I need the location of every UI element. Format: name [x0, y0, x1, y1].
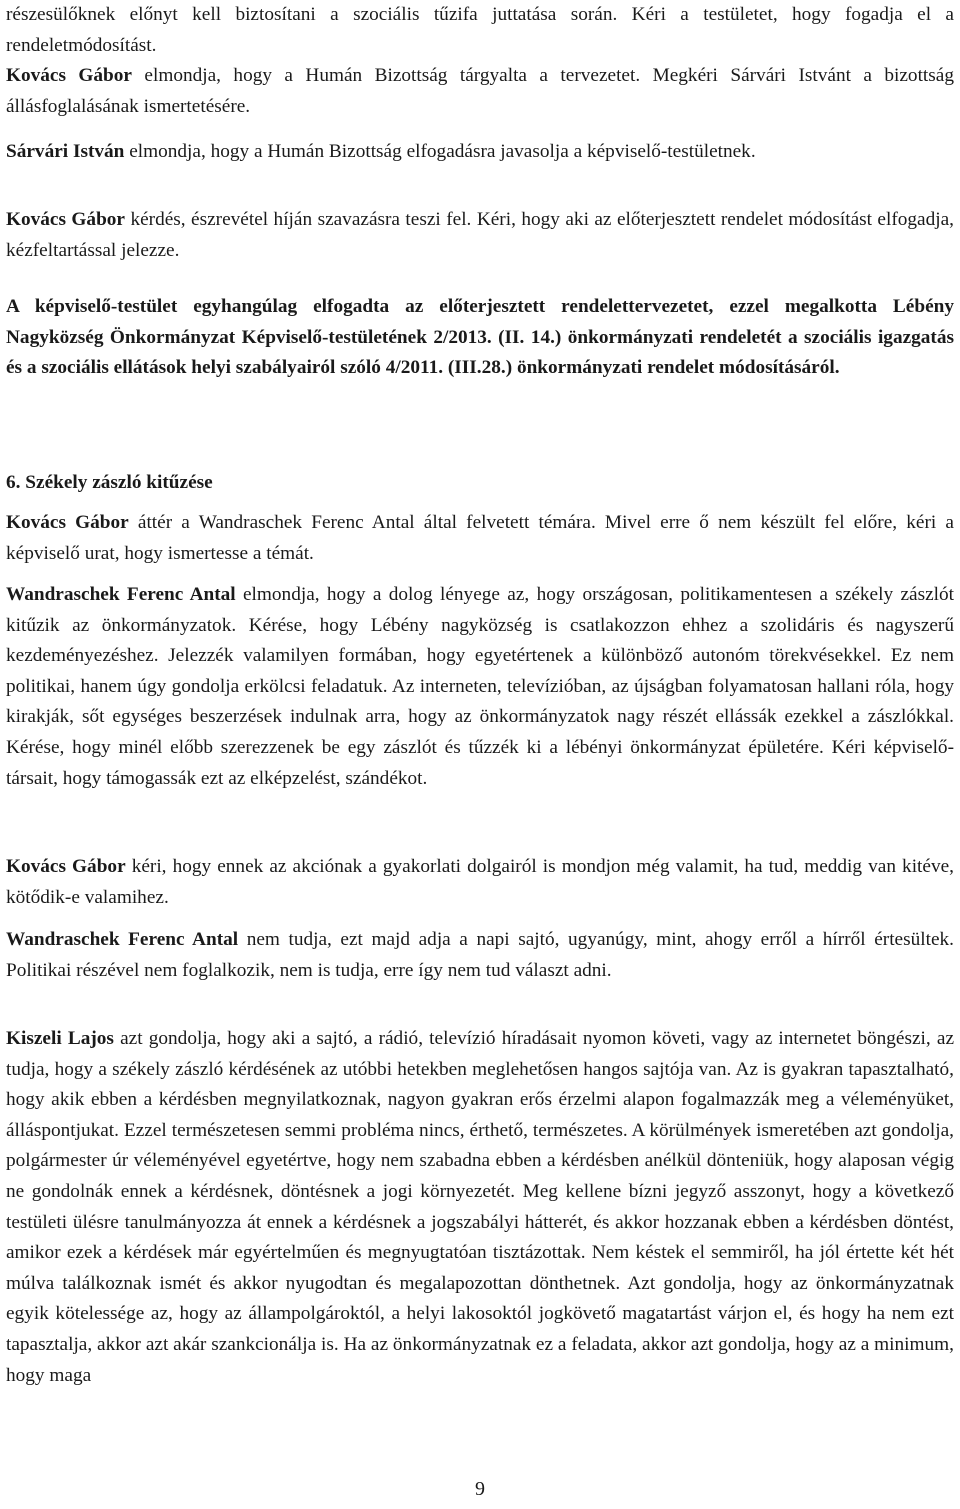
- speaker-name: Kovács Gábor: [6, 65, 132, 86]
- speaker-name: Kovács Gábor: [6, 856, 126, 877]
- speaker-name: Kovács Gábor: [6, 209, 125, 230]
- paragraph-text: elmondja, hogy a Humán Bizottság tárgyalta a tervezetet. Megkéri Sárvári Istvánt a bizottság állásfoglalásának ismertetésére.: [6, 65, 954, 117]
- paragraph-text: áttér a Wandraschek Ferenc Antal által felvetett témára. Mivel erre ő nem készült fel előre, kéri a képviselő urat, hogy ismertesse a témát.: [6, 512, 954, 564]
- paragraph-wandraschek-2: [6, 925, 954, 986]
- paragraph-kovacs-1: [6, 61, 954, 122]
- paragraph-text: nem tudja, ezt majd adja a napi sajtó, ugyanúgy, mint, ahogy erről a hírről értesültek. Politikai részével nem foglalkozik, nem is tudja, erre így nem tud választ adni.: [6, 929, 954, 981]
- speaker-name: Kovács Gábor: [6, 512, 129, 533]
- paragraph-text: azt gondolja, hogy aki a sajtó, a rádió, televízió híradásait nyomon követi, vagy az internetet böngészi, az tudja, hogy a székely zászló kérdésének az utóbbi hetekben meglehetősen hangos sajtója van. Az is gyakran tapasztalható, hogy akik ebben a kérdésben megnyilatkoznak, nagyon gyakran erős érzelmi alapon fogalmazzák meg a véleményüket, álláspontjukat. Ezzel természetesen semmi probléma nincs, érthető, természetes. A körülmények ismeretében azt gondolja, polgármester úr véleményével egyetértve, hogy nem szabadna ebben a kérdésben anélkül dönteniük, hogy alaposan végig ne gondolnák ennek a kérdésnek, döntésnek a jogi környezetét. Meg kellene bízni jegyző asszonyt, hogy a következő testületi ülésre tanulmányozza át ennek a kérdésnek a jogszabályi hátterét, és akkor hozzanak ebben a kérdésben döntést, amikor ezek a kérdések már egyértelműen és megnyugtatóan tisztázottak. Nem késtek el semmiről, ha jól értette két hét múlva találkoznak ismét és akkor nyugodtan és megalapozottan dönthetnek. Azt gondolja, hogy az önkormányzatnak egyik kötelessége az, hogy az állampolgároktól, a helyi lakosoktól jogkövető magatartást várjon el, és hogy ha nem ezt tapasztalja, akkor azt akár szankcionálja is. Ha az önkormányzatnak ez a feladata, akkor azt gondolja, hogy az a minimum, hogy maga: [6, 1028, 955, 1386]
- paragraph-text: elmondja, hogy a dolog lényege az, hogy országosan, politikamentesen a székely zászlót kitűzik az önkormányzatok. Kérése, hogy Lébény nagyközség is csatlakozzon ehhez a szolidáris és nagyszerű kezdeményezéshez. Jelezzék valamilyen formában, hogy egyetértenek a különböző autonóm törekvésekkel. Ez nem politikai, hanem úgy gondolja erkölcsi feladatuk. Az interneten, televízióban, az újságban folyamatosan hallani róla, hogy kirakják, sőt egységes beszerzések indulnak arra, hogy az önkormányzatok nagy részét ellássák ezekkel a zászlókkal. Kérése, hogy minél előbb szerezzenek be egy zászlót és tűzzék ki a lébényi önkormányzat épületére. Kéri képviselő-társait, hogy támogassák ezt az elképzelést, szándékot.: [6, 584, 954, 789]
- section-heading: [6, 468, 954, 499]
- paragraph-wandraschek-1: [6, 580, 954, 794]
- page-number: 9: [475, 1478, 485, 1500]
- paragraph-kovacs-3: [6, 508, 954, 569]
- paragraph-kovacs-4: [6, 852, 954, 913]
- speaker-name: Wandraschek Ferenc Antal: [6, 584, 236, 605]
- paragraph-text: kérdés, észrevétel híján szavazásra teszi fel. Kéri, hogy aki az előterjesztett rendelet módosítást elfogadja, kézfeltartással jelezze.: [6, 209, 954, 261]
- paragraph-text: részesülőknek előnyt kell biztosítani a szociális tűzifa juttatása során. Kéri a testületet, hogy fogadja el a rendeletmódosítást.: [6, 4, 954, 56]
- speaker-name: Sárvári István: [6, 141, 125, 162]
- speaker-name: A képviselő-testület egyhangúlag elfogadta az előterjesztett rendelettervezetet, ezzel megalkotta Lébény Nagyközség Önkormányzat Képviselő-testületének 2/2013. (II. 14.) önkormányzati rendeletét a szociális igazgatás és a szociális ellátások helyi szabályairól szóló 4/2011. (III.28.) önkormányzati rendelet módosításáról.: [6, 296, 954, 379]
- speaker-name: Kiszeli Lajos: [6, 1028, 114, 1049]
- paragraph-resolution: [6, 292, 954, 384]
- paragraph-text: elmondja, hogy a Humán Bizottság elfogadásra javasolja a képviselő-testületnek.: [124, 141, 756, 162]
- paragraph-intro: [6, 0, 954, 61]
- speaker-name: 6. Székely zászló kitűzése: [6, 472, 213, 493]
- paragraph-kiszeli: [6, 1024, 954, 1391]
- paragraph-sarvari: [6, 137, 954, 168]
- paragraph-kovacs-2: [6, 205, 954, 266]
- speaker-name: Wandraschek Ferenc Antal: [6, 929, 239, 950]
- paragraph-text: kéri, hogy ennek az akciónak a gyakorlati dolgairól is mondjon még valamit, ha tud, meddig van kitéve, kötődik-e valamihez.: [6, 856, 954, 908]
